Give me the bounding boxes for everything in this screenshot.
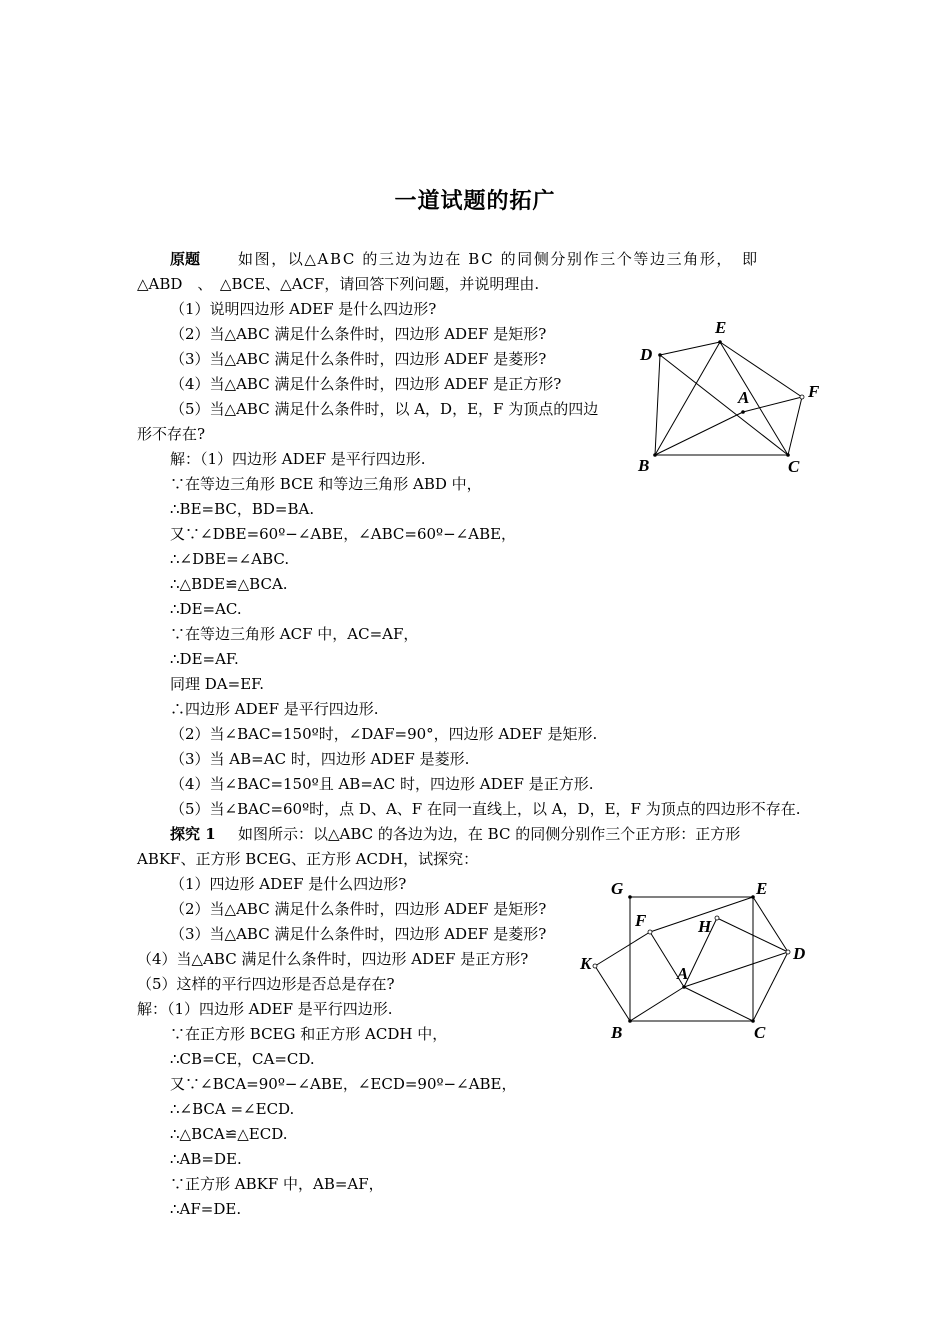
- text-line: （2）当∠BAC=150º时，∠DAF=90°，四边形 ADEF 是矩形.: [170, 725, 598, 743]
- text-line: （4）当△ABC 满足什么条件时，四边形 ADEF 是正方形?: [137, 950, 529, 968]
- label-C: C: [788, 457, 800, 476]
- figure-equilateral-triangles: [630, 315, 830, 480]
- text-line: 如图，以△ABC 的三边为边在 BC 的同侧分别作三个等边三角形， 即: [238, 250, 759, 268]
- text-line: （5）当∠BAC=60º时，点 D、A、F 在同一直线上，以 A，D，E，F 为顶点的四边形不存在.: [170, 800, 801, 818]
- label-H: H: [698, 917, 712, 936]
- text-line: （5）当△ABC 满足什么条件时，以 A，D，E，F 为顶点的四边: [170, 400, 599, 418]
- text-line: ∴△BDE≌△BCA.: [170, 575, 288, 593]
- text-line: ∴BE=BC，BD=BA.: [170, 500, 315, 518]
- label-F: F: [635, 911, 647, 930]
- text-line: 原题: [170, 250, 201, 268]
- text-line: ∴AB=DE.: [170, 1150, 242, 1168]
- text-line: 形不存在?: [137, 425, 206, 443]
- label-G: G: [611, 879, 624, 898]
- label-A: A: [677, 964, 689, 983]
- text-line: 解：（1）四边形 ADEF 是平行四边形.: [170, 450, 426, 468]
- text-line: ∴DE=AF.: [170, 650, 239, 668]
- text-line: ∵在等边三角形 BCE 和等边三角形 ABD 中，: [170, 475, 482, 493]
- text-line: （2）当△ABC 满足什么条件时，四边形 ADEF 是矩形?: [170, 325, 547, 343]
- text-line: （3）当△ABC 满足什么条件时，四边形 ADEF 是菱形?: [170, 925, 547, 943]
- text-line: 又∵∠DBE=60º−∠ABE，∠ABC=60º−∠ABE，: [170, 525, 517, 543]
- label-E: E: [715, 318, 727, 337]
- text-line: 解：（1）四边形 ADEF 是平行四边形.: [137, 1000, 393, 1018]
- text-line: （5）这样的平行四边形是否总是存在?: [137, 975, 395, 993]
- text-line: ∴∠DBE=∠ABC.: [170, 550, 290, 568]
- text-line: ∵正方形 ABKF 中，AB=AF，: [170, 1175, 384, 1193]
- text-line: ∴CB=CE，CA=CD.: [170, 1050, 315, 1068]
- figure-squares: [578, 872, 818, 1047]
- text-line: ∴∠BCA =∠ECD.: [170, 1100, 295, 1118]
- text-line: ∴DE=AC.: [170, 600, 242, 618]
- text-line: ABKF、正方形 BCEG、正方形 ACDH，试探究：: [137, 850, 479, 868]
- label-K: K: [580, 954, 592, 973]
- label-B: B: [638, 456, 650, 475]
- text-line: ∴△BCA≌△ECD.: [170, 1125, 288, 1143]
- page-title: 一道试题的拓广: [394, 189, 556, 214]
- text-line: （1）说明四边形 ADEF 是什么四边形?: [170, 300, 437, 318]
- text-line: △ABD 、 △BCE、△ACF，请回答下列问题，并说明理由.: [137, 275, 540, 293]
- text-line: 探究 1: [170, 825, 216, 843]
- text-line: ∴AF=DE.: [170, 1200, 242, 1218]
- label-A: A: [738, 388, 750, 407]
- text-line: （4）当∠BAC=150º且 AB=AC 时，四边形 ADEF 是正方形.: [170, 775, 594, 793]
- text-line: ∵在正方形 BCEG 和正方形 ACDH 中，: [170, 1025, 448, 1043]
- text-line: （4）当△ABC 满足什么条件时，四边形 ADEF 是正方形?: [170, 375, 562, 393]
- label-D: D: [793, 944, 806, 963]
- label-F: F: [808, 382, 820, 401]
- text-line: 如图所示：以△ABC 的各边为边，在 BC 的同侧分别作三个正方形：正方形: [238, 825, 741, 843]
- text-line: （2）当△ABC 满足什么条件时，四边形 ADEF 是矩形?: [170, 900, 547, 918]
- text-line: （1）四边形 ADEF 是什么四边形?: [170, 875, 407, 893]
- text-line: ∵在等边三角形 ACF 中，AC=AF，: [170, 625, 419, 643]
- text-line: ∴四边形 ADEF 是平行四边形.: [170, 700, 379, 718]
- text-line: 同理 DA=EF.: [170, 675, 264, 693]
- label-B: B: [611, 1023, 623, 1042]
- text-line: 又∵∠BCA=90º−∠ABE，∠ECD=90º−∠ABE，: [170, 1075, 517, 1093]
- label-D: D: [640, 345, 653, 364]
- text-line: （3）当△ABC 满足什么条件时，四边形 ADEF 是菱形?: [170, 350, 547, 368]
- label-E: E: [756, 879, 768, 898]
- label-C: C: [754, 1023, 766, 1042]
- text-line: （3）当 AB=AC 时，四边形 ADEF 是菱形.: [170, 750, 470, 768]
